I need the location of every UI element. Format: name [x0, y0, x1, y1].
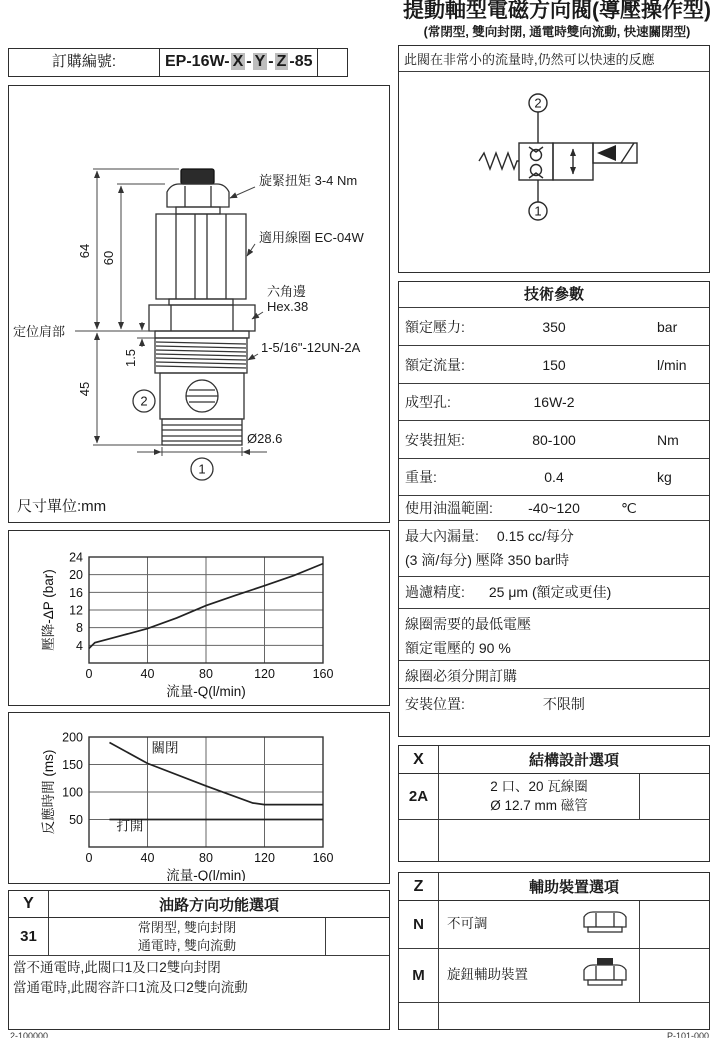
option-row-end-cell	[639, 949, 709, 1002]
title-block	[403, 0, 711, 40]
option-desc-line: 通電時, 雙向流動	[137, 937, 237, 953]
option-row-desc	[439, 901, 639, 948]
dim-60-label: 60	[101, 250, 116, 266]
row-label: 額定壓力:	[405, 318, 465, 335]
order-code-z: Z	[276, 53, 287, 70]
tech-params-table	[398, 281, 710, 737]
option-z-code: Z	[399, 873, 439, 900]
response-time-chart-box	[8, 712, 390, 884]
svg-text:50: 50	[69, 813, 83, 827]
option-x-row-2a	[399, 774, 709, 820]
option-y-notes	[9, 956, 389, 999]
option-row-code	[399, 1003, 439, 1029]
row-value: 16W-2	[533, 394, 575, 410]
hex-nut-knob-icon	[581, 958, 629, 993]
svg-text:200: 200	[62, 730, 83, 745]
symbol-port-2-label: 2	[534, 95, 542, 111]
svg-text:40: 40	[140, 851, 155, 865]
row-unit: bar	[657, 318, 678, 335]
svg-text:反應時間 (ms): 反應時間 (ms)	[41, 749, 56, 835]
row-value: 不限制	[542, 696, 585, 712]
torque-label: 旋緊扭矩 3-4 Nm	[259, 173, 358, 188]
drawing-labels	[13, 173, 364, 477]
footer-left-text: 2-100000	[10, 1031, 49, 1038]
dim-45-label: 45	[77, 381, 92, 397]
response-time-chart	[9, 713, 388, 881]
option-desc-line: 2 口、20 瓦線圈	[490, 779, 588, 795]
row-label: 成型孔:	[405, 394, 451, 410]
hex-label-line2: Hex.38	[267, 299, 309, 314]
symbol-graphics	[479, 94, 637, 220]
valve-dimension-drawing	[9, 86, 388, 520]
order-code-suffix: -85	[289, 53, 313, 70]
coil-label: 適用線圈 EC-04W	[259, 230, 364, 245]
table-row-rated-pressure	[399, 308, 709, 346]
option-row-desc	[439, 949, 639, 1002]
svg-text:流量-Q(l/min): 流量-Q(l/min)	[166, 684, 246, 699]
row-label: 安裝位置:	[405, 696, 465, 712]
row-value: 150	[542, 356, 566, 373]
tech-params-title: 技術參數	[399, 282, 709, 308]
order-code-dash: -	[246, 53, 252, 70]
svg-text:打開: 打開	[116, 818, 144, 834]
svg-text:120: 120	[254, 851, 275, 865]
option-y-empty-space	[9, 999, 389, 1029]
pressure-drop-chart-box	[8, 530, 390, 706]
option-z-row-m	[399, 949, 709, 1003]
option-z-table	[398, 872, 710, 1030]
order-code-x: X	[232, 53, 244, 70]
thread-label: 1-5/16"-12UN-2A	[261, 340, 361, 355]
row-note: (3 滴/每分) 壓降 350 bar時	[405, 551, 570, 568]
port-1-label: 1	[198, 461, 206, 477]
option-row-code: M	[399, 949, 439, 1002]
option-desc-line: Ø 12.7 mm 磁管	[490, 797, 588, 813]
table-row-mount-position	[399, 689, 709, 736]
row-label: 過濾精度:	[405, 584, 465, 600]
page-subtitle: (常閉型, 雙向封閉, 通電時雙向流動, 快速關閉型)	[423, 25, 691, 40]
table-row-cavity	[399, 384, 709, 421]
svg-text:0: 0	[85, 851, 93, 865]
option-row-desc	[439, 1003, 709, 1029]
dimension-unit-note: 尺寸單位:mm	[17, 498, 107, 515]
option-row-end-cell	[325, 918, 389, 955]
option-row-desc	[49, 918, 325, 955]
order-code-dash: -	[268, 53, 274, 70]
table-row-max-leakage	[399, 521, 709, 577]
option-row-code: N	[399, 901, 439, 948]
option-desc-line: 旋鈕輔助裝置	[447, 967, 528, 983]
option-y-title: 油路方向功能選項	[158, 896, 279, 914]
svg-text:壓降-ΔP (bar): 壓降-ΔP (bar)	[41, 569, 56, 651]
svg-text:160: 160	[312, 851, 334, 865]
svg-text:150: 150	[62, 758, 83, 772]
option-desc-line: 不可調	[447, 916, 488, 932]
row-note: 額定電壓的 90 %	[405, 639, 511, 656]
footer-right-text: P-101-000	[666, 1031, 709, 1038]
table-row-install-torque	[399, 421, 709, 459]
option-row-code: 2A	[399, 774, 439, 819]
option-x-title: 結構設計選項	[528, 752, 619, 769]
row-unit: l/min	[657, 356, 687, 373]
row-unit: kg	[657, 469, 672, 485]
hydraulic-symbol	[399, 72, 708, 272]
order-box-spacer	[318, 49, 347, 76]
table-row-coil-order	[399, 661, 709, 689]
order-code	[159, 49, 318, 76]
option-x-header	[399, 746, 709, 774]
svg-text:12: 12	[69, 603, 83, 618]
order-code-y: Y	[254, 53, 266, 70]
svg-text:0: 0	[85, 667, 93, 681]
svg-text:120: 120	[254, 667, 275, 681]
row-value: -40~120	[528, 500, 580, 516]
option-y-table	[8, 890, 390, 1030]
option-row-code	[399, 820, 439, 861]
option-y-note-line: 當不通電時,此閥口1及口2雙向封閉	[13, 960, 221, 975]
option-row-desc	[439, 774, 639, 819]
option-row-desc	[439, 820, 709, 861]
option-z-header	[399, 873, 709, 901]
hex-nut-icon	[581, 909, 629, 940]
row-value: 80-100	[532, 431, 576, 448]
page-title: 提動軸型電磁方向閥(導壓操作型)	[403, 0, 711, 22]
pressure-drop-chart	[9, 531, 388, 703]
svg-text:24: 24	[69, 550, 83, 565]
option-x-empty-row	[399, 820, 709, 861]
table-row-weight	[399, 459, 709, 496]
row-label: 額定流量:	[405, 356, 465, 373]
symbol-note: 此閥在非常小的流量時,仍然可以快速的反應	[399, 46, 709, 72]
option-y-header	[9, 891, 389, 918]
svg-text:20: 20	[69, 568, 83, 583]
dim-1-5-label: 1.5	[123, 348, 138, 368]
row-label: 最大內漏量:	[405, 528, 479, 544]
row-label: 安裝扭矩:	[405, 431, 465, 448]
svg-text:40: 40	[140, 667, 155, 681]
row-note: 線圈需要的最低電壓	[405, 616, 531, 632]
table-row-coil-min-voltage	[399, 609, 709, 661]
option-z-title: 輔助裝置選項	[528, 879, 619, 896]
dimension-drawing-box	[8, 85, 390, 523]
row-value: 25 μm (額定或更佳)	[488, 584, 612, 600]
option-row-end-cell	[639, 774, 709, 819]
option-desc-line: 常閉型, 雙向封閉	[137, 919, 237, 935]
option-y-note-line: 當通電時,此閥容許口1流及口2雙向流動	[13, 979, 248, 995]
svg-text:4: 4	[76, 638, 83, 653]
valve-outline	[149, 169, 255, 445]
shoulder-label: 定位肩部	[13, 324, 66, 339]
order-number-box	[8, 48, 348, 77]
svg-text:100: 100	[62, 785, 83, 800]
option-x-code: X	[399, 746, 439, 773]
row-label: 重量:	[405, 469, 437, 485]
svg-text:80: 80	[199, 667, 213, 681]
option-row-code: 31	[9, 918, 49, 955]
row-unit: Nm	[657, 431, 679, 448]
option-y-row-31	[9, 918, 389, 956]
order-code-prefix: EP-16W-	[165, 53, 230, 70]
svg-text:80: 80	[199, 851, 213, 865]
table-row-rated-flow	[399, 346, 709, 384]
table-row-oil-temp	[399, 496, 709, 521]
option-x-table	[398, 745, 710, 862]
svg-text:關閉: 關閉	[151, 740, 179, 756]
row-unit: ℃	[621, 499, 637, 516]
row-label: 使用油溫範圍:	[405, 500, 493, 516]
svg-text:160: 160	[312, 667, 334, 681]
row-value: 0.4	[544, 469, 564, 485]
symbol-port-1-label: 1	[534, 203, 542, 219]
hydraulic-symbol-box	[398, 45, 710, 273]
row-value: 0.15 cc/每分	[496, 528, 574, 544]
row-value: 350	[542, 318, 566, 335]
option-z-row-n	[399, 901, 709, 949]
svg-text:8: 8	[76, 621, 83, 636]
svg-text:16: 16	[69, 585, 83, 600]
row-note: 線圈必須分開訂購	[405, 668, 517, 684]
option-row-end-cell	[639, 901, 709, 948]
port-2-label: 2	[140, 393, 148, 409]
order-number-label: 訂購編號:	[51, 53, 117, 70]
diameter-dim-label: Ø28.6	[247, 431, 283, 446]
hex-label-line1: 六角邊	[267, 284, 307, 299]
option-z-empty-row	[399, 1003, 709, 1029]
table-row-filtration	[399, 577, 709, 609]
option-y-code: Y	[9, 891, 49, 917]
dim-64-label: 64	[77, 243, 92, 259]
svg-text:流量-Q(l/min): 流量-Q(l/min)	[166, 868, 246, 881]
